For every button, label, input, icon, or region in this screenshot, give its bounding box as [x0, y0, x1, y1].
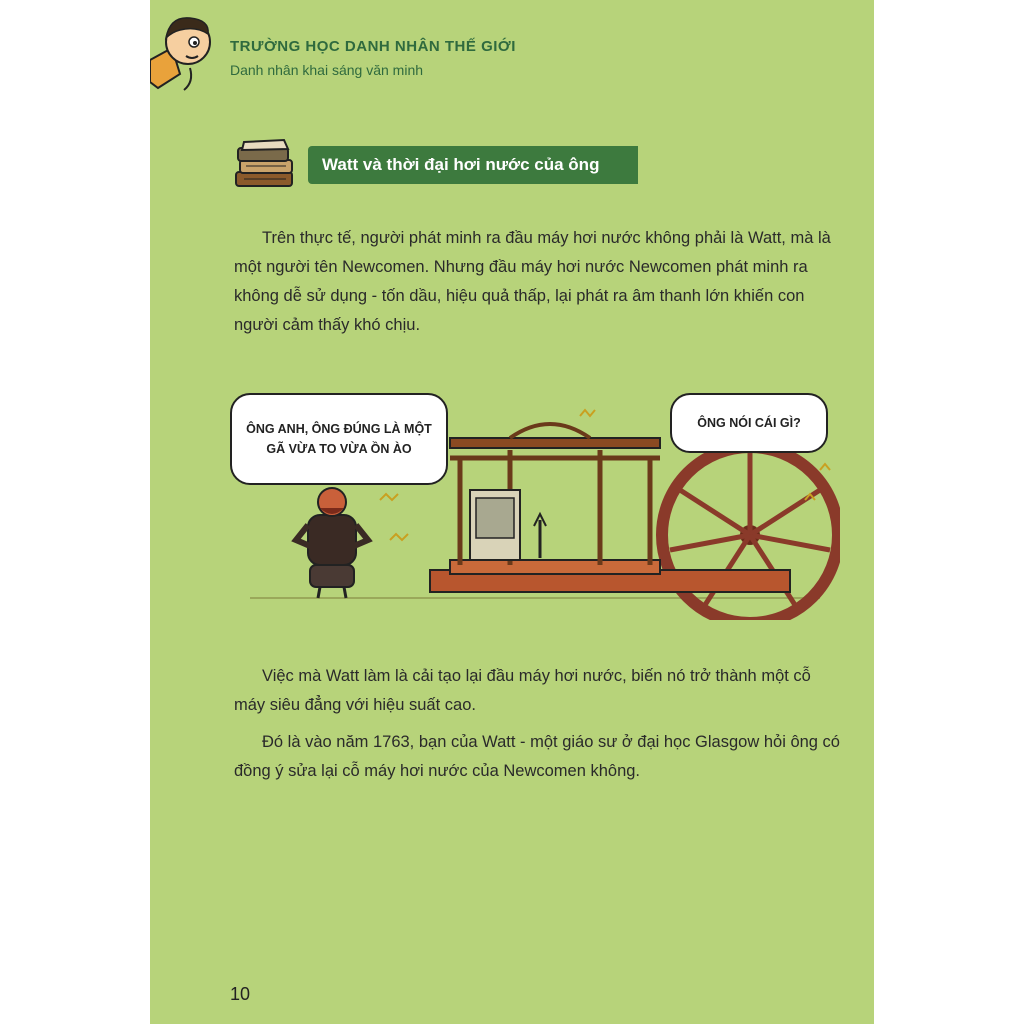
- speech-bubble-right-text: ÔNG NÓI CÁI GÌ?: [697, 416, 801, 430]
- flywheel: [662, 447, 838, 620]
- books-stack-icon: [230, 136, 300, 192]
- speech-bubble-right: [670, 393, 828, 453]
- left-margin: [0, 0, 150, 1024]
- paragraph-2: Việc mà Watt làm là cải tạo lại đầu máy hơi nước, biến nó trở thành một cỗ máy siêu đẳng với hiệu suất cao.: [234, 667, 811, 714]
- paragraph-1: Trên thực tế, người phát minh ra đầu máy hơi nước không phải là Watt, mà là một người tên Newcomen. Nhưng đầu máy hơi nước Newcomen phát minh ra không dễ sử dụng - tốn dầu, hiệu quả thấp, lại phát ra âm thanh lớn khiến con người cảm thấy khó chịu.: [234, 229, 831, 334]
- speech-bubble-left: [230, 393, 448, 485]
- speech-bubble-left-text: ÔNG ANH, ÔNG ĐÚNG LÀ MỘT GÃ VỪA TO VỪA ỒN ÀO: [246, 422, 432, 456]
- boiler: [470, 490, 546, 560]
- section-heading: Watt và thời đại hơi nước của ông: [308, 146, 638, 184]
- mascot-character-icon: [150, 12, 220, 92]
- book-page: [150, 0, 874, 1024]
- page-number: 10: [230, 984, 251, 1004]
- series-subtitle: Danh nhân khai sáng văn minh: [230, 62, 424, 78]
- series-title: TRƯỜNG HỌC DANH NHÂN THẾ GIỚI: [230, 38, 516, 55]
- paragraph-3: Đó là vào năm 1763, bạn của Watt - một giáo sư ở đại học Glasgow hỏi ông có đồng ý sửa lại cỗ máy hơi nước của Newcomen không.: [234, 733, 840, 780]
- angry-man-figure: [296, 488, 368, 598]
- engine-platform: [430, 560, 790, 592]
- engine-beam: [450, 424, 660, 448]
- right-margin: [874, 0, 1024, 1024]
